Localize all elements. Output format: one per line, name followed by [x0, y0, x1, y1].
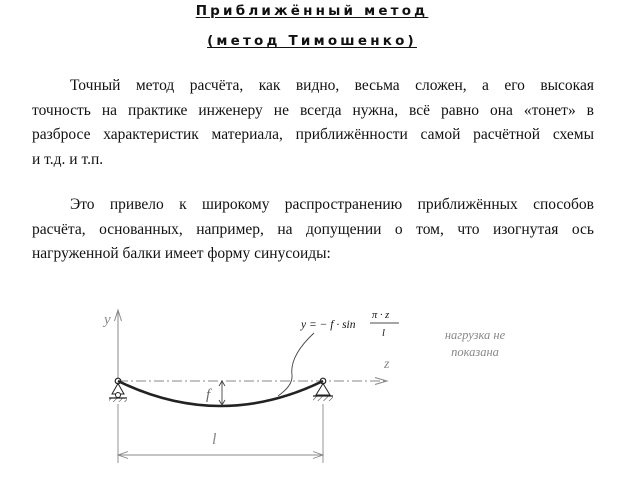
note-line-2: показана: [451, 345, 499, 359]
z-axis-label: z: [384, 357, 390, 372]
deflection-dimension: [219, 381, 225, 405]
paragraph-1-line-2: точность на практике инженеру не всегда нужна, всё равно она «тонет» в: [32, 101, 594, 119]
heading-subtitle: (метод Тимошенко): [207, 33, 417, 49]
formula-denominator: l: [382, 328, 385, 339]
paragraph-2-line-1: Это привело к широкому распространению приближённых способов: [70, 196, 594, 213]
formula-lhs: y = − f · sin: [301, 319, 356, 331]
paragraph-2-line-2: расчёта, основанных, например, на допущении о том, что изогнутая ось: [32, 220, 594, 238]
paragraph-1-line-4: и т.д. и т.п.: [32, 150, 104, 168]
y-axis-label: y: [104, 312, 111, 328]
heading-title: Приближённый метод: [195, 3, 429, 19]
y-axis: [115, 310, 122, 382]
paragraph-1-line-1: Точный метод расчёта, как видно, весьма сложен, а его высокая: [70, 77, 594, 94]
paragraph-2-line-3: нагруженной балки имеет форму синусоиды:: [32, 245, 331, 262]
note-line-1: нагрузка не: [444, 328, 506, 342]
deflection-label: f: [206, 387, 211, 403]
formula-numerator: π · z: [372, 310, 390, 321]
span-label: l: [212, 431, 217, 448]
paragraph-1-line-3: разбросе характеристик материала, приближённости самой расчётной схемы: [32, 126, 594, 143]
span-dimension: [118, 404, 323, 463]
formula: [300, 310, 399, 339]
z-axis: [118, 378, 387, 385]
